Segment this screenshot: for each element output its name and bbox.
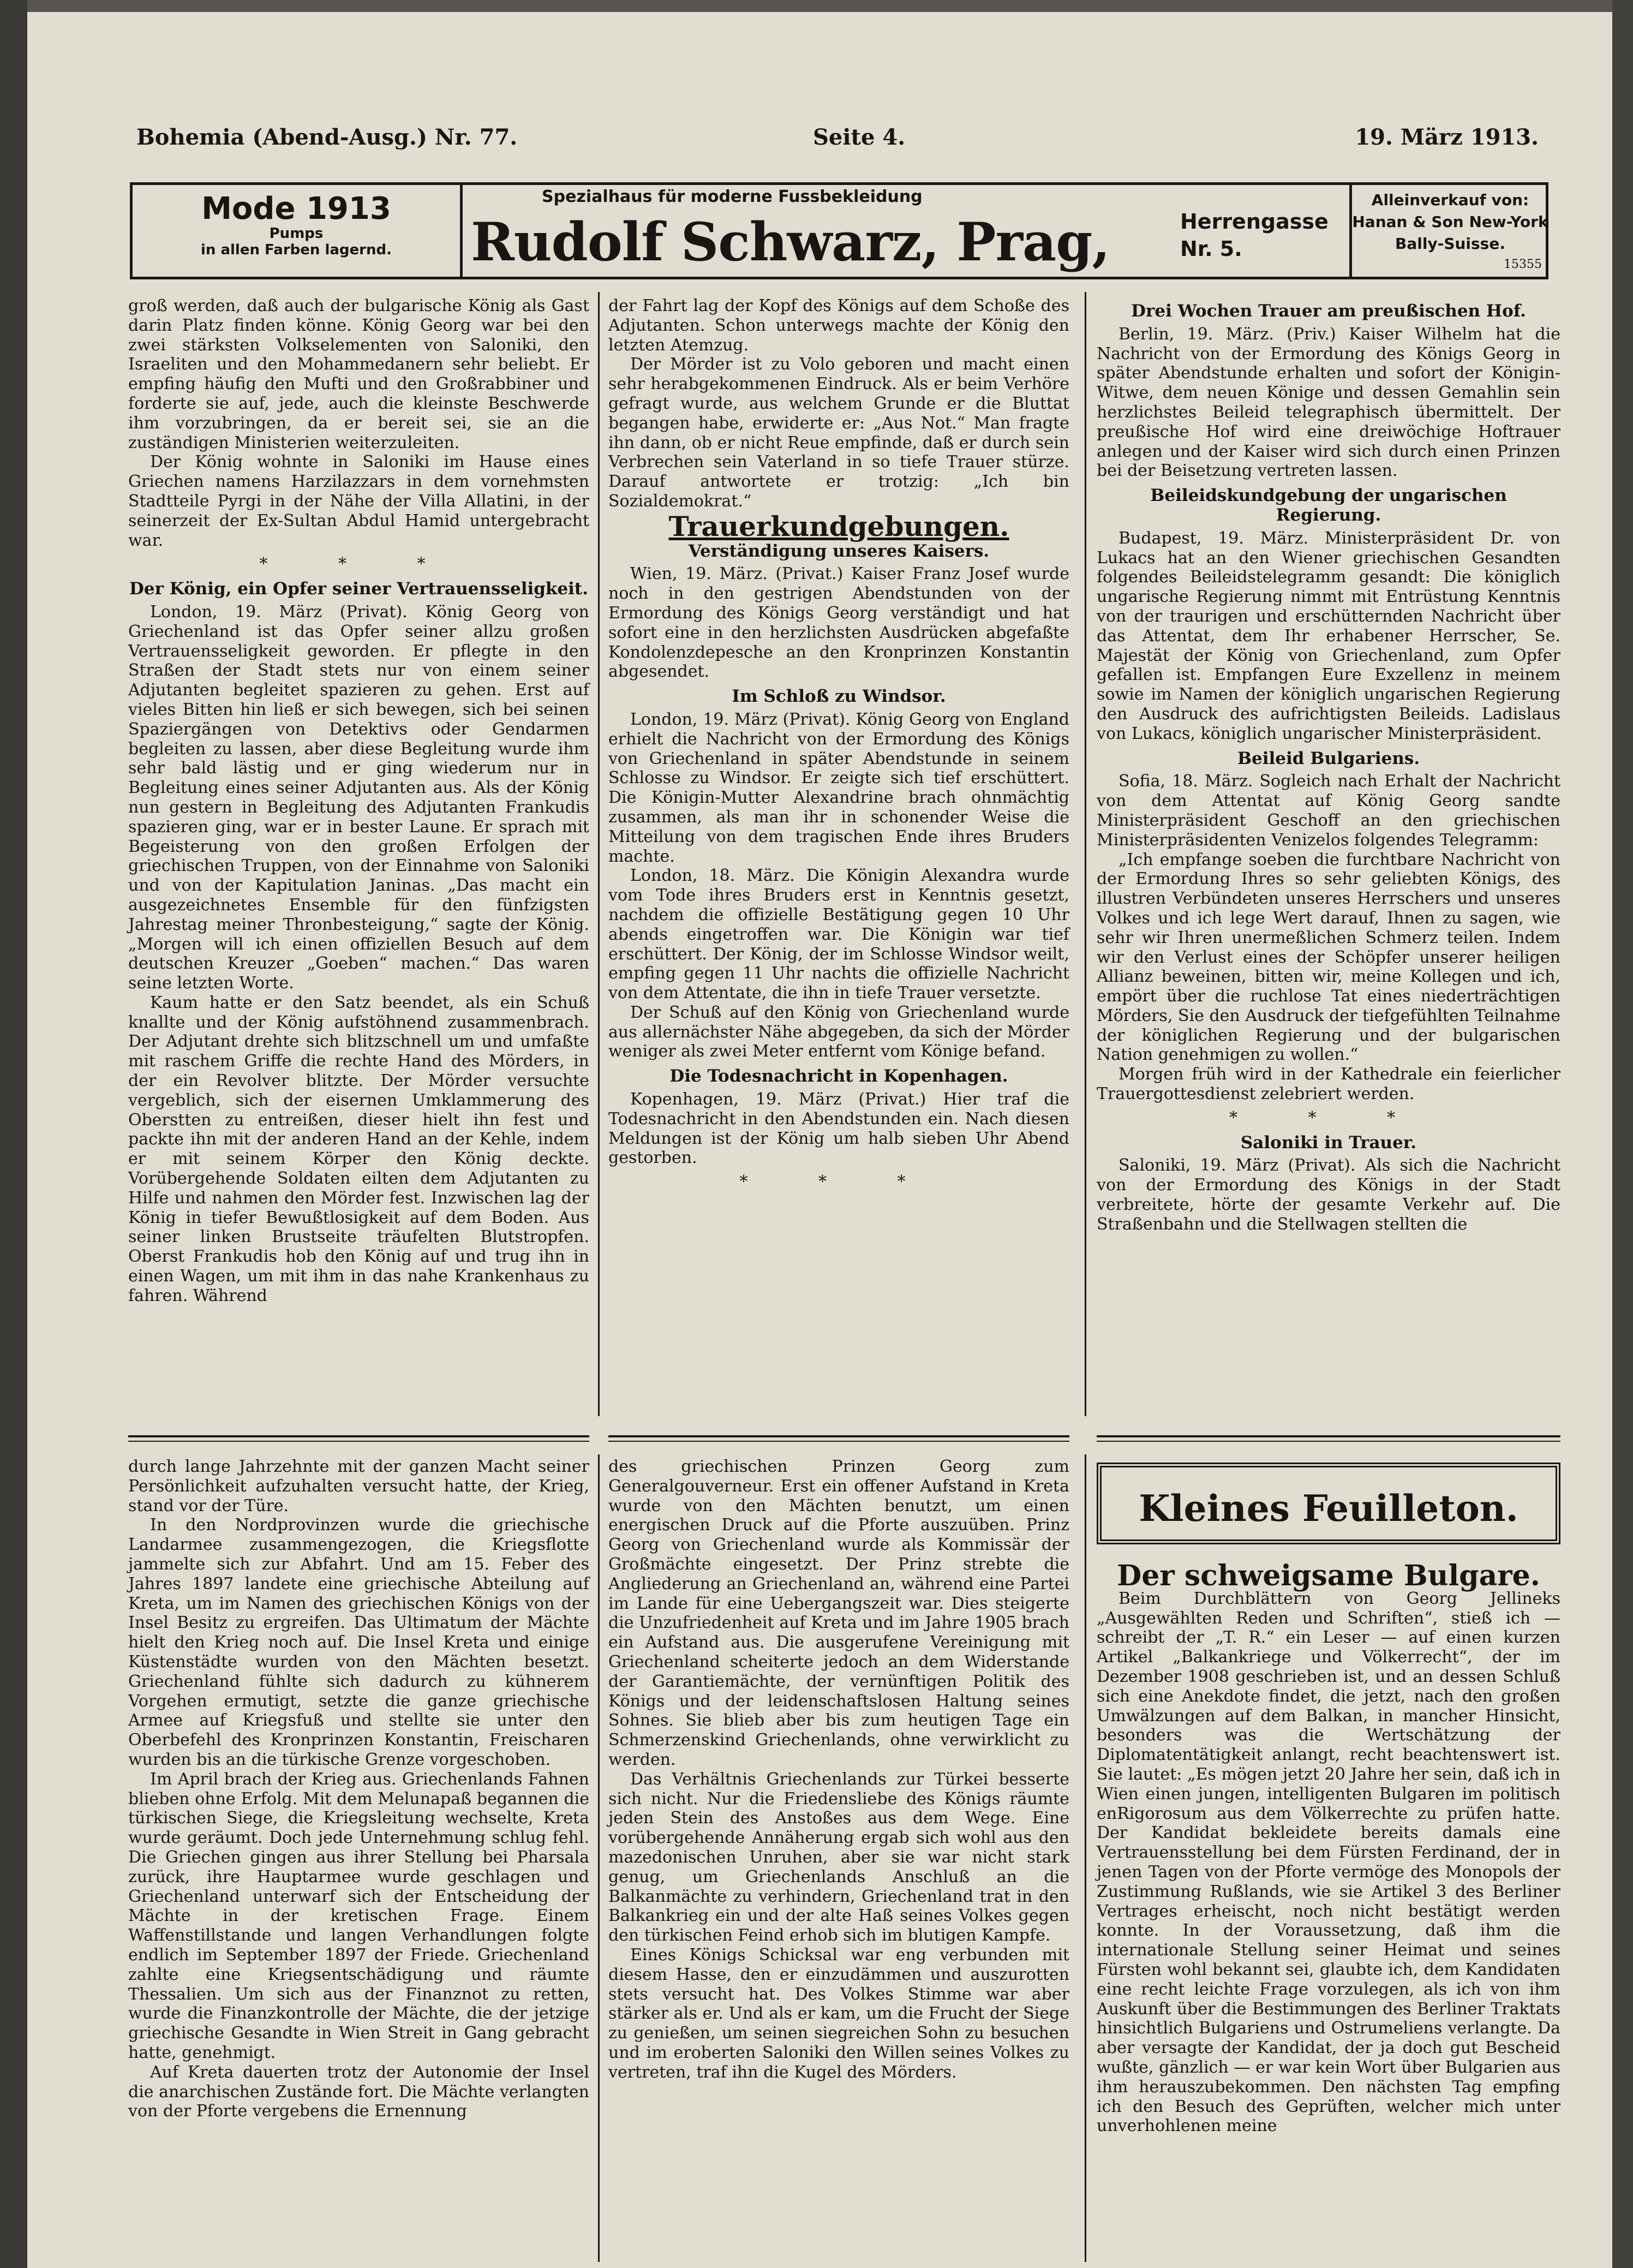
paragraph: Beim Durchblättern von Georg Jellineks „Ausgewählten Reden und Schriften“, stieß ich — schreibt der „T. R.“ ein Leser — auf einen kurzen Artikel „Balkankriege und Völkerrecht“, der im Dezember 1908 geschrieben ist, und an dessen Schluß sich eine Anekdote findet, die jetzt, nach den großen Umwälzungen auf dem Balkan, in mancher Hinsicht, besonders was die Wertschätzung der Diplomatentätigkeit anlangt, recht beachtenswert ist. Sie lautet: „Es mögen jetzt 20 Jahre her sein, daß ich in Wien einen jungen, intelligenten Bulgaren im politisch enRigorosum aus dem Völkerrechte zu prüfen hatte. Der Kandidat bekleidete bereits damals eine Vertrauensstellung bei dem Fürsten Ferdinand, der in jenen Tagen von der Pforte vermöge des Monopols der Zustimmung Rußlands, wie sie Artikel 3 des Berliner Vertrages erheischt, noch nicht bestätigt werden konnte. In der Voraussetzung, daß ihm die internationale Stellung seiner Heimat und seines Fürsten wohl bekannt sei, glaubte ich, dem Kandidaten eine recht leichte Frage vorzulegen, als ich von ihm Auskunft über die Bestimmungen des Berliner Traktats hinsichtlich Bulgariens und Ostrumeliens verlangte. Da aber versagte der Kandidat, der ja doch gut Bescheid wußte, gänzlich — er war kein Wort über Bulgarien aus ihm herauszubekommen. Den nächsten Tag empfing ich den Besuch des Geprüften, welcher mich unter unverhohlenen meine: [1097, 1589, 1560, 2136]
paragraph: der Fahrt lag der Kopf des Königs auf dem Schoße des Adjutanten. Schon unterwegs machte der König den letzten Atemzug.: [608, 296, 1069, 355]
article-heading: Beileid Bulgariens.: [1237, 748, 1420, 768]
ad-address: Herrengasse Nr. 5.: [1180, 210, 1329, 261]
paragraph: Der Mörder ist zu Volo geboren und macht einen sehr herabgekommenen Eindruck. Als er beim Verhöre gefragt wurde, aus welchem Grunde er die Bluttat begangen habe, erwiderte er: „Aus Not.“ Man fragte ihn dann, ob er nicht Reue empfinde, daß er durch sein Verbrechen sein Vaterland in so tiefe Trauer stürze. Darauf antwortete er trotzig: „Ich bin Sozialdemokrat.“: [608, 355, 1069, 511]
ad-mode-colors: in allen Farben lagernd.: [201, 242, 392, 258]
header-publication: Bohemia (Abend-Ausg.) Nr. 77.: [136, 124, 518, 150]
section-rule: [1097, 1435, 1560, 1437]
paragraph: Der König wohnte in Saloniki im Hause eines Griechen namens Harzilazzars in dem vornehmsten Stadtteile Pyrgi in der Nähe der Villa Allatini, in der seinerzeit der Ex-Sultan Abdul Hamid untergebracht war.: [128, 452, 589, 550]
ad-tagline: Spezialhaus für moderne Fussbekleidung: [542, 187, 923, 206]
ad-sales-cell: [1349, 185, 1548, 277]
column-divider: [1085, 292, 1086, 1416]
article-heading: Im Schloß zu Windsor.: [732, 687, 946, 707]
section-rule: [1097, 1441, 1560, 1442]
paragraph: Eines Königs Schicksal war eng verbunden mit diesem Hasse, den er einzudämmen und auszurotten stets versucht hat. Des Volkes Stimme war aber stärker als er. Und als er kam, um die Frucht der Siege zu genießen, um seinen siegreichen Sohn zu besuchen und im eroberten Saloniki den Willen seines Volkes zu vertreten, traf ihn die Kugel des Mörders.: [608, 1945, 1069, 2082]
column-1-top: [128, 296, 589, 1415]
article-heading: Der König, ein Opfer seiner Vertrauensseligkeit.: [129, 579, 589, 599]
article-heading: Drei Wochen Trauer am preußischen Hof.: [1131, 301, 1526, 321]
ad-shop-cell: [460, 185, 1349, 277]
section-stars: * * *: [1229, 1108, 1428, 1127]
column-3-bottom: [1097, 1561, 1560, 2262]
paragraph: London, 19. März (Privat). König Georg von England erhielt die Nachricht von der Ermordung des Königs von Griechenland in später Abendstunde in seinem Schlosse zu Windsor. Er zeigte sich tief erschüttert. Die Königin-Mutter Alexandrine brach ohnmächtig zusammen, als man ihr in schonender Weise die Mitteilung von dem tragischen Ende ihres Bruders machte.: [608, 709, 1069, 866]
shoe-advertisement: [130, 182, 1548, 279]
section-stars: * * *: [259, 554, 458, 574]
paragraph: Kaum hatte er den Satz beendet, als ein Schuß knallte und der König aufstöhnend zusammenbrach. Der Adjutant drehte sich blitzschnell um und umfaßte mit raschem Griffe die rechte Hand des Mörders, in der ein Revolver blitzte. Der Mörder versuchte vergeblich, sich der eisernen Umklammerung des Oberstten zu entreißen, dieser hielt ihn fest und packte ihn mit der anderen Hand an der Kehle, indem er mit seinem Körper den König deckte. Vorübergehende Soldaten eilten dem Adjutanten zu Hilfe und nahmen den Mörder fest. Inzwischen lag der König in tiefer Bewußtlosigkeit auf dem Boden. Aus seiner linken Brustseite träufelten Blutstropfen. Oberst Frankudis hob den König auf und trug ihn in einen Wagen, um mit ihm in das nahe Krankenhaus zu fahren. Während: [128, 993, 589, 1305]
paragraph: groß werden, daß auch der bulgarische König als Gast darin Platz finden könne. König Georg war bei den zwei stärksten Volkselementen von Saloniki, den Israeliten und den Mohammedanern sehr beliebt. Er empfing häufig den Mufti und den Großrabbiner und forderte sie auf, jede, auch die kleinste Beschwerde ihm vorzubringen, da er bereit sei, sie an die zuständigen Ministerien weiterzuleiten.: [128, 296, 589, 452]
ad-mode-cell: [133, 185, 463, 277]
column-divider: [598, 292, 600, 1416]
header-date: 19. März 1913.: [1355, 124, 1539, 150]
paragraph: London, 19. März (Privat). König Georg von Griechenland ist das Opfer seiner allzu großen Vertrauensseligkeit geworden. Er pflegte in den Straßen der Stadt stets nur von einem seiner Adjutanten begleitet spazieren zu gehen. Erst auf vieles Bitten hin ließ er sich bewegen, sich bei seinen Spaziergängen von Detektivs oder Gendarmen begleiten zu lassen, aber diese Begleitung wurde ihm sehr bald lästig und er ging wiederum nur in Begleitung eines seiner Adjutanten aus. Als der König nun gestern in Begleitung des Adjutanten Frankudis spazieren ging, war er in bester Laune. Er sprach mit Begeisterung von den großen Erfolgen der griechischen Truppen, von der Einnahme von Saloniki und von der Kapitulation Janinas. „Das macht ein ausgezeichnetes Ensemble für den fünfzigsten Jahrestag meiner Thronbesteigung,“ sagte der König. „Morgen will ich einen offiziellen Besuch auf dem deutschen Kreuzer „Goeben“ machen.“ Das waren seine letzten Worte.: [128, 602, 589, 993]
paragraph: Wien, 19. März. (Privat.) Kaiser Franz Josef wurde noch in den gestrigen Abendstunden von der Ermordung des Königs Georg verständigt und hat sofort eine in den herzlichsten Ausdrücken abgefaßte Kondolenzdepesche an den Kronprinzen Konstantin abgesendet.: [608, 564, 1069, 682]
ad-code-number: 15355: [1504, 258, 1542, 271]
running-header: [136, 124, 1539, 157]
ad-mode-title: Mode 1913: [201, 191, 391, 226]
paragraph: Kopenhagen, 19. März (Privat.) Hier traf die Todesnachricht in den Abendstunden ein. Nach diesen Meldungen ist der König um halb sieben Uhr Abend gestorben.: [608, 1090, 1069, 1168]
paragraph: In den Nordprovinzen wurde die griechische Landarmee zusammengezogen, die Kriegsflotte jammelte sich zur Abfahrt. Und am 15. Feber des Jahres 1897 landete eine griechische Abteilung auf Kreta, um im Namen des griechischen Königs von der Insel Besitz zu ergreifen. Das Ultimatum der Mächte hielt den Krieg noch auf. Die Insel Kreta und einige Küstenstädte wurden von den Mächten besetzt. Griechenland fühlte sich dadurch zu kühnerem Vorgehen ermutigt, setzte die ganze griechische Armee auf Kriegsfuß und stellte sie unter den Oberbefehl des Kronprinzen Konstantin, Freischaren wurden bis an die türkische Grenze vorgeschoben.: [128, 1515, 589, 1769]
article-heading: Die Todesnachricht in Kopenhagen.: [669, 1066, 1008, 1087]
column-3-top: [1097, 296, 1560, 1415]
scan-border-left: [0, 0, 27, 2268]
column-divider: [598, 1454, 600, 2262]
scan-border-right: [1612, 0, 1633, 2268]
column-2-top: [608, 296, 1069, 1415]
section-rule: [608, 1441, 1069, 1442]
paragraph: Sofia, 18. März. Sogleich nach Erhalt der Nachricht von dem Attentat auf König Georg sandte Ministerpräsident Geschoff an den griechischen Ministerpräsidenten Venizelos folgendes Telegramm:: [1097, 772, 1560, 850]
paragraph: Der Schuß auf den König von Griechenland wurde aus allernächster Nähe abgegeben, da sich der Mörder weniger als zwei Meter entfernt vom Könige befand.: [608, 1002, 1069, 1061]
column-2-bottom: [608, 1457, 1069, 2259]
paragraph: Saloniki, 19. März (Privat). Als sich die Nachricht von der Ermordung des Königs in der Stadt verbreitete, hörte der gesamte Verkehr auf. Die Straßenbahn und die Stellwagen stellten die: [1097, 1156, 1560, 1234]
article-heading: Beileidskundgebung der ungarischen Regierung.: [1150, 486, 1507, 525]
feuilleton-title: Kleines Feuilleton.: [1139, 1487, 1518, 1530]
article-heading: Verständigung unseres Kaisers.: [688, 541, 990, 561]
paragraph: durch lange Jahrzehnte mit der ganzen Macht seiner Persönlichkeit aufzuhalten versucht hatte, der Krieg, stand vor der Türe.: [128, 1457, 589, 1515]
paragraph: Morgen früh wird in der Kathedrale ein feierlicher Trauergottesdienst zelebriert werden.: [1097, 1065, 1560, 1104]
scan-border-top: [0, 0, 1633, 12]
paragraph: Das Verhältnis Griechenlands zur Türkei besserte sich nicht. Nur die Friedensliebe des Königs räumte jeden Stein des Anstoßes aus dem Wege. Eine vorübergehende Annäherung ergab sich wohl aus den mazedonischen Unruhen, aber sie war nicht stark genug, um Griechenlands Anschluß an die Balkanmächte zu verhindern, Griechenland trat in den Balkankrieg ein und der alte Haß seines Volkes gegen den türkischen Feind erhob sich im blutigen Kampfe.: [608, 1769, 1069, 1945]
feuilleton-banner: [1097, 1463, 1560, 1544]
section-rule: [608, 1435, 1069, 1437]
paragraph: des griechischen Prinzen Georg zum Generalgouverneur. Erst ein offener Aufstand in Kreta wurde von den Mächten benutzt, um einen energischen Druck auf die Pforte auszuüben. Prinz Georg von Griechenland wurde als Kommissär der Großmächte eingesetzt. Der Prinz strebte die Angliederung an Griechenland an, während eine Partei im Lande für eine Uebergangszeit war. Dies steigerte die Unzufriedenheit auf Kreta und im Jahre 1905 brach ein Aufstand aus. Die ausgerufene Vereinigung mit Griechenland scheiterte jedoch an dem Widerstande der Garantiemächte, der vernünftigen Politik des Königs und der leidenschaftslosen Haltung seines Sohnes. Sie blieb aber bis zum heutigen Tage ein Schmerzenskind Griechenlands, ohne verwirklicht zu werden.: [608, 1457, 1069, 1769]
article-heading: Saloniki in Trauer.: [1240, 1132, 1417, 1153]
paragraph: „Ich empfange soeben die furchtbare Nachricht von der Ermordung Ihres so sehr geliebten Königs, des illustren Verbündeten unseres Herrschers und unseres Volkes und ich lege Wert darauf, Ihnen zu sagen, wie sehr wir Ihren unermeßlichen Schmerz teilen. Indem wir den Verlust eines der Schöpfer unserer heiligen Allianz beweinen, bitten wir, meine Kollegen und ich, empört über die ruchlose Tat eines niederträchtigen Mörders, Sie den Ausdruck der tiefgefühlten Teilnahme der königlichen Regierung und der bulgarischen Nation genehmigen zu wollen.“: [1097, 850, 1560, 1065]
section-stars: * * *: [739, 1172, 938, 1192]
ad-brand-hanan: Hanan & Son New-York: [1352, 213, 1548, 231]
ad-shop-name: Rudolf Schwarz, Prag,: [471, 211, 1110, 273]
feuilleton-story-title: Der schweigsame Bulgare.: [1117, 1559, 1540, 1592]
ad-sole-sale: Alleinverkauf von:: [1371, 191, 1529, 209]
paragraph: Budapest, 19. März. Ministerpräsident Dr. von Lukacs hat an den Wiener griechischen Gesandten folgendes Beileidstelegramm gesandt: Die königlich ungarische Regierung nimmt mit Entrüstung Kenntnis von der traurigen und erschütternden Nachricht über das Attentat, dem Ihr erhabener Herrscher, Se. Majestät der König von Griechenland, zum Opfer gefallen ist. Empfangen Eure Exzellenz in meinem sowie im Namen der königlich ungarischen Regierung den Ausdruck des aufrichtigsten Beileids. Ladislaus von Lukacs, königlich ungarischer Ministerpräsident.: [1097, 528, 1560, 743]
paragraph: Im April brach der Krieg aus. Griechenlands Fahnen blieben ohne Erfolg. Mit dem Melunapaß begannen die türkischen Siege, die Kriegsleitung wechselte, Kreta wurde geräumt. Doch jede Unternehmung schlug fehl. Die Griechen gingen aus ihrer Stellung bei Pharsala zurück, ihre Hauptarmee wurde geschlagen und Griechenland unterwarf sich der Entscheidung der Mächte in der kretischen Frage. Einem Waffenstillstande und langen Verhandlungen folgte endlich im September 1897 der Friede. Griechenland zahlte eine Kriegsentschädigung und räumte Thessalien. Um sich aus der Finanznot zu retten, wurde die Finanzkontrolle der Mächte, die der jetzige griechische Gesandte in Wien Streit in Gang gebracht hatte, genehmigt.: [128, 1769, 589, 2062]
section-heading: Trauerkundgebungen.: [668, 510, 1009, 542]
header-page-number: Seite 4.: [813, 124, 906, 150]
section-rule: [128, 1435, 589, 1437]
column-1-bottom: [128, 1457, 589, 2259]
section-rule: [128, 1441, 589, 1442]
ad-mode-pumps: Pumps: [269, 225, 324, 242]
paragraph: Auf Kreta dauerten trotz der Autonomie der Insel die anarchischen Zustände fort. Die Mächte verlangten von der Pforte vergebens die Ernennung: [128, 2062, 589, 2121]
paragraph: Berlin, 19. März. (Priv.) Kaiser Wilhelm hat die Nachricht von der Ermordung des Königs Georg in später Abendstunde erhalten und sofort der Königin-Witwe, dem neuen Könige und dessen Gemahlin sein herzlichstes Beileid telegraphisch übermittelt. Der preußische Hof wird eine dreiwöchige Hoftrauer anlegen und der Kaiser wird sich durch einen Prinzen bei der Beisetzung vertreten lassen.: [1097, 324, 1560, 481]
column-divider: [1085, 1454, 1086, 2262]
ad-brand-bally: Bally-Suisse.: [1395, 235, 1505, 253]
paragraph: London, 18. März. Die Königin Alexandra wurde vom Tode ihres Bruders erst in Kenntnis gesetzt, nachdem die offizielle Bestätigung gegen 10 Uhr abends eingetroffen war. Die Königin war tief erschüttert. Der König, der im Schlosse Windsor weilt, empfing gegen 11 Uhr nachts die offizielle Nachricht von dem Attentate, die ihn in tiefe Trauer versetzte.: [608, 866, 1069, 1003]
